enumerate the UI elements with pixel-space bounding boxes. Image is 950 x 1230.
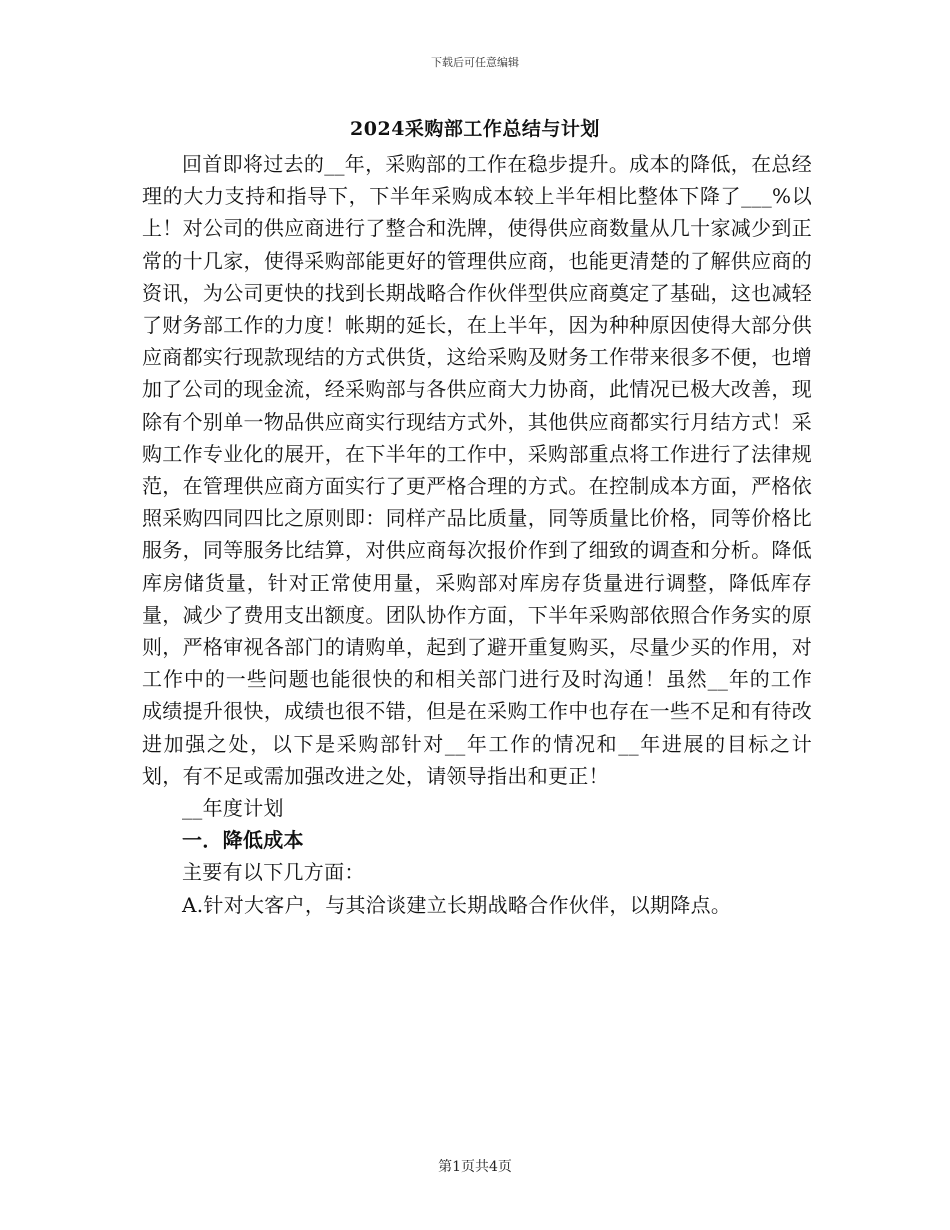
page-footer-number: 第1页共4页 — [438, 1159, 512, 1175]
page-header-note: 下载后可任意编辑 — [431, 56, 519, 69]
section-heading-reduce-cost: 一．降低成本 — [182, 828, 304, 853]
body-paragraph-summary: 回首即将过去的__年，采购部的工作在稳步提升。成本的降低，在总经理的大力支持和指导下，下半年采购成本较上半年相比整体下降了___%以上！对公司的供应商进行了整合和洗牌，使得供应商数量从几十家减少到正常的十几家，使得采购部能更好的管理供应商，也能更清楚的了解供应商的资讯，为公司更快的找到长期战略合作伙伴型供应商奠定了基础，这也减轻了财务部工作的力度！帐期的延长，在上半年，因为种种原因使得大部分供应商都实行现款现结的方式供货，这给采购及财务工作带来很多不便，也增加了公司的现金流，经采购部与各供应商大力协商，此情况已极大改善，现除有个别单一物品供应商实行现结方式外，其他供应商都实行月结方式！采购工作专业化的展开，在下半年的工作中，采购部重点将工作进行了法律规范，在管理供应商方面实行了更严格合理的方式。在控制成本方面，严格依照采购四同四比之原则即：同样产品比质量，同等质量比价格，同等价格比服务，同等服务比结算，对供应商每次报价作到了细致的调查和分析。降低库房储货量，针对正常使用量，采购部对库房存货量进行调整，降低库存量，减少了费用支出额度。团队协作方面，下半年采购部依照合作务实的原则，严格审视各部门的请购单，起到了避开重复购买，尽量少买的作用，对工作中的一些问题也能很快的和相关部门进行及时沟通！虽然__年的工作成绩提升很快，成绩也很不错，但是在采购工作中也存在一些不足和有待改进加强之处，以下是采购部针对__年工作的情况和__年进展的目标之计划，有不足或需加强改进之处，请领导指出和更正！ — [142, 152, 812, 788]
document-body — [142, 148, 812, 921]
body-paragraph-item-a: A.针对大客户，与其洽谈建立长期战略合作伙伴，以期降点。 — [182, 892, 732, 917]
body-paragraph-annual-plan: __年度计划 — [182, 796, 284, 821]
document-title: 2024采购部工作总结与计划 — [350, 118, 600, 140]
body-paragraph-aspects: 主要有以下几方面： — [182, 860, 365, 885]
